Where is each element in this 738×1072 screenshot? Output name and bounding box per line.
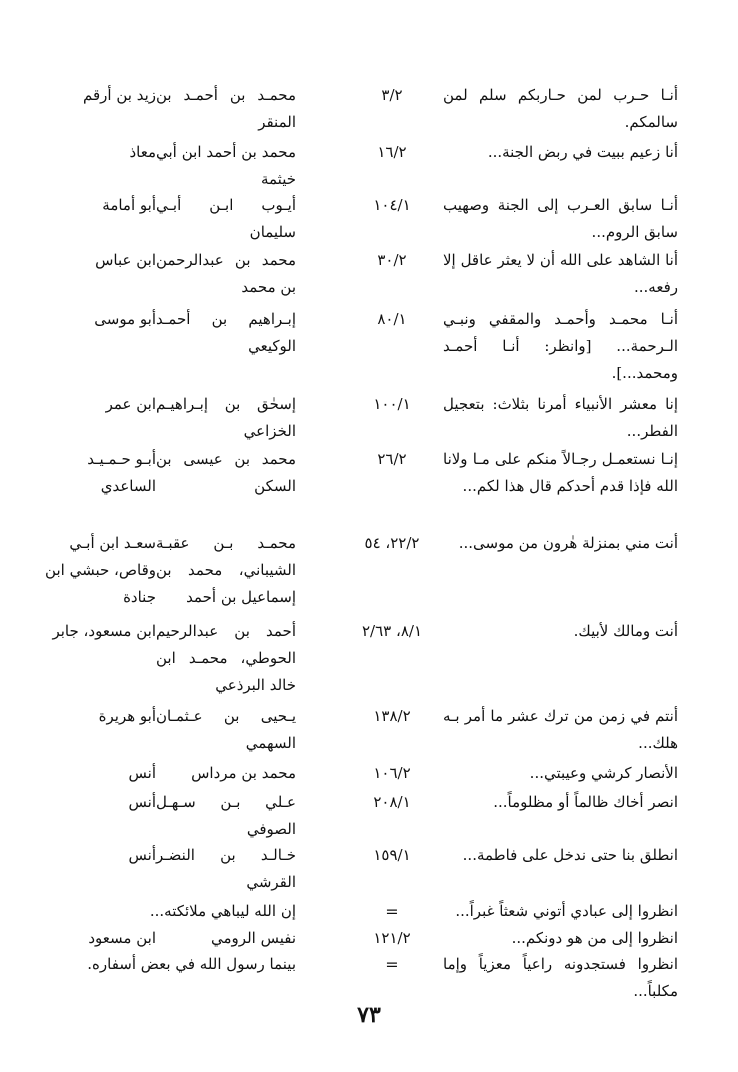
narrator: أحمد بن عبدالرحيم الحوطي، محمـد ابن خالد البرذعي — [156, 622, 296, 694]
narrator: إبـراهيم بن أحمـد الوكيعي — [156, 310, 296, 355]
same-as-symbol: = — [385, 955, 399, 974]
index-entry — [38, 192, 678, 248]
companion: أنس — [128, 846, 156, 864]
companion: ابن عباس — [95, 251, 156, 269]
cross-reference: بينما رسول الله في بعض أسفاره. — [87, 955, 296, 973]
narrator: أيـوب ابـن أبـي سليمان — [156, 196, 296, 241]
index-entry — [38, 139, 678, 195]
narrator: نفيس الرومي — [211, 929, 296, 947]
narrator: محمد بن عبدالرحمن بن محمد — [156, 251, 296, 296]
companion: سعـد ابن أبـي وقاص، حبشي ابن جنادة — [45, 534, 156, 606]
companion: ابن عمر — [105, 395, 156, 413]
hadith-text: أنا الشاهد على الله أن لا يعثر عاقل إلا رفعه... — [443, 251, 678, 296]
volume-page-ref: ٨/١، ٢/٦٣ — [361, 622, 422, 640]
index-entry — [38, 247, 678, 303]
volume-page-ref: ٣٠/٢ — [377, 251, 407, 269]
index-entry — [38, 925, 678, 953]
volume-page-ref: ٢٢/٢، ٥٤ — [364, 534, 420, 552]
index-entry — [38, 446, 678, 530]
index-entry — [38, 760, 678, 788]
narrator: محمـد بـن عقبـة الشيباني، محمد بن إسماعيل بن أحمد — [156, 534, 296, 606]
hadith-text: أنت ومالك لأبيك. — [573, 622, 678, 640]
same-as-symbol: = — [385, 902, 399, 921]
companion: أبو هريرة — [98, 707, 156, 725]
volume-page-ref: ٢٠٨/١ — [373, 793, 411, 811]
companion: أنس — [128, 764, 156, 782]
volume-page-ref: ١٦/٢ — [377, 143, 407, 161]
narrator: محمد بن أحمد ابن أبي خيثمة — [156, 143, 296, 188]
volume-page-ref: ١٠٤/١ — [373, 196, 411, 214]
index-entry — [38, 530, 678, 614]
hadith-text: أنـا حـرب لمن حـاربكم سلم لمن سالمكم. — [443, 86, 678, 131]
narrator: محمد بن عيسى بن السكن — [156, 450, 296, 495]
companion: معاذ — [129, 143, 156, 161]
companion: ابن مسعود، جابر — [52, 622, 156, 640]
index-entry — [38, 703, 678, 759]
index-entry — [38, 391, 678, 447]
narrator: يـحيى بن عـثمـان السهمي — [156, 707, 296, 752]
volume-page-ref: ١٣٨/٢ — [373, 707, 411, 725]
hadith-text: أنـا محمـد وأحمـد والمقفي ونبـي الـرحمة... [وانظر: أنـا أحمـد ومحمد...]. — [443, 310, 678, 382]
narrator: إسحٰق بن إبـراهيـم الخزاعي — [156, 395, 296, 440]
index-entry — [38, 789, 678, 845]
hadith-text: إنـا نستعمـل رجـالاً منكم على مـا ولانا الله فإذا قدم أحدكم قال هذا لكم... — [443, 450, 678, 495]
hadith-text: أنتم في زمن من ترك عشر ما أمر بـه هلك... — [443, 707, 678, 752]
hadith-text: انظروا إلى عبادي أتوني شعثاً غبراً... — [455, 902, 678, 920]
narrator: عـلي بـن سـهـل الصوفي — [156, 793, 296, 838]
index-entry — [38, 82, 678, 138]
companion: أنس — [128, 793, 156, 811]
narrator: محمـد بن أحمـد بن المنقر — [156, 86, 296, 131]
companion: أبـو حـمـيـد الساعدي — [87, 450, 156, 495]
index-entry — [38, 618, 678, 702]
cross-reference: إن الله ليباهي ملائكته... — [149, 902, 296, 920]
companion: أبو أمامة — [102, 196, 156, 214]
volume-page-ref: ١٠٦/٢ — [373, 764, 411, 782]
volume-page-ref: ٣/٢ — [381, 86, 403, 104]
hadith-text: انظروا فستجدونه راعياً معزياً وإما مكلباً... — [443, 955, 678, 1000]
page-number: ٧٣ — [357, 1002, 381, 1028]
hadith-text: انصر أخاك ظالماً أو مظلوماً... — [493, 793, 678, 811]
volume-page-ref: ٨٠/١ — [377, 310, 407, 328]
hadith-text: الأنصار كرشي وعيبتي... — [529, 764, 678, 782]
hadith-text: أنت مني بمنزلة هٰرون من موسى... — [458, 534, 678, 552]
narrator: محمد بن مرداس — [191, 764, 296, 782]
index-entry — [38, 951, 678, 1000]
hadith-text: أنا زعيم ببيت في ربض الجنة... — [487, 143, 678, 161]
companion: ابن مسعود — [88, 929, 156, 947]
index-entry — [38, 842, 678, 898]
hadith-text: انطلق بنا حتى ندخل على فاطمة... — [462, 846, 678, 864]
volume-page-ref: ١٥٩/١ — [373, 846, 411, 864]
narrator: خـالـد بن النضـر القرشي — [156, 846, 296, 891]
volume-page-ref: ٢٦/٢ — [377, 450, 407, 468]
hadith-text: انظروا إلى من هو دونكم... — [511, 929, 678, 947]
hadith-text: إنا معشر الأنبياء أمرنا بثلاث: بتعجيل الفطر... — [443, 395, 678, 440]
index-entry — [38, 306, 678, 390]
hadith-text: أنـا سابق العـرب إلى الجنة وصهيب سابق الروم... — [443, 196, 678, 241]
index-entry — [38, 898, 678, 926]
companion: أبو موسى — [94, 310, 156, 328]
volume-page-ref: ١٠٠/١ — [373, 395, 411, 413]
companion: زيد بن أرقم — [83, 86, 156, 104]
volume-page-ref: ١٢١/٢ — [373, 929, 411, 947]
